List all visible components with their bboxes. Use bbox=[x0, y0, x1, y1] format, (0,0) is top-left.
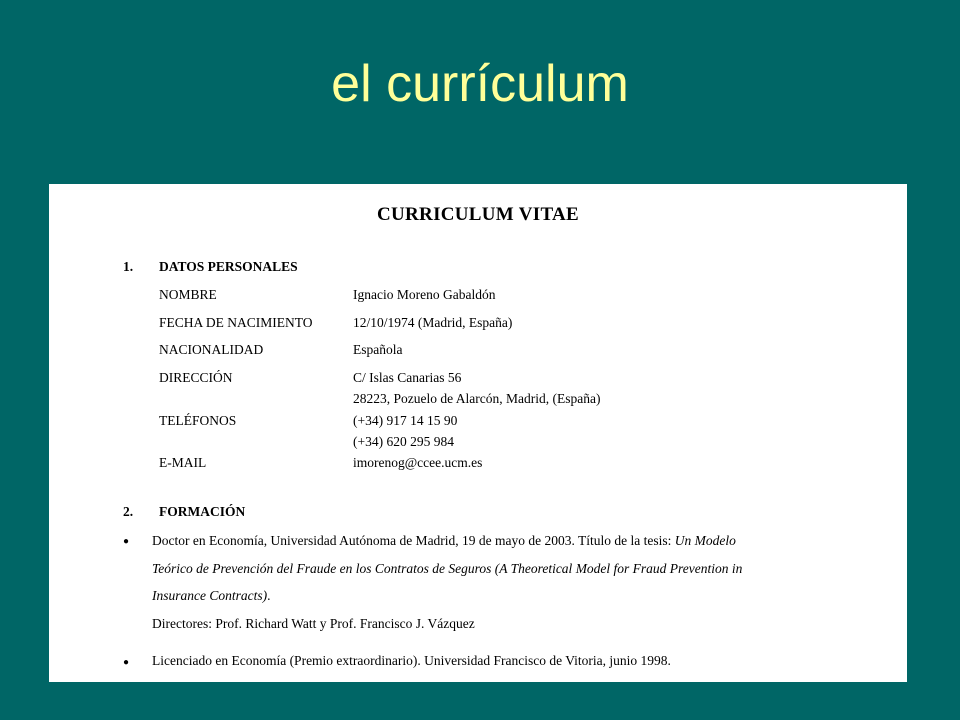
formacion-item-licenciatura: Licenciado en Economía (Premio extraordinario). Universidad Francisco de Vitoria, junio 1998. bbox=[152, 653, 671, 668]
thesis-title-part: Insurance Contracts) bbox=[152, 588, 268, 603]
formacion-item-doctorado bbox=[152, 533, 736, 549]
field-value: 12/10/1974 (Madrid, España) bbox=[353, 315, 513, 330]
section-title: FORMACIÓN bbox=[159, 504, 246, 519]
field-value: 28223, Pozuelo de Alarcón, Madrid, (España) bbox=[353, 391, 601, 406]
field-label: DIRECCIÓN bbox=[159, 370, 233, 385]
bullet-icon: ● bbox=[123, 536, 130, 547]
field-value: C/ Islas Canarias 56 bbox=[353, 370, 462, 385]
field-value: (+34) 620 295 984 bbox=[353, 434, 454, 449]
slide-title: el currículum bbox=[331, 55, 629, 113]
field-value: imorenog@ccee.ucm.es bbox=[353, 455, 483, 470]
section-title: DATOS PERSONALES bbox=[159, 259, 298, 274]
thesis-directors: Directores: Prof. Richard Watt y Prof. Francisco J. Vázquez bbox=[152, 616, 475, 631]
field-label: E-MAIL bbox=[159, 455, 207, 470]
field-label: TELÉFONOS bbox=[159, 413, 237, 428]
item-text: . bbox=[267, 588, 271, 603]
cv-title: CURRICULUM VITAE bbox=[376, 204, 580, 225]
item-text: Doctor en Economía, Universidad Autónoma de Madrid, 19 de mayo de 2003. Título de la tesis: bbox=[152, 533, 675, 548]
thesis-title-line: Teórico de Prevención del Fraude en los Contratos de Seguros (A Theoretical Model for Fraud Prevention in bbox=[152, 561, 743, 576]
thesis-title-part: Un Modelo bbox=[674, 533, 736, 548]
section-number: 2. bbox=[123, 504, 134, 519]
section-number: 1. bbox=[123, 259, 134, 274]
thesis-title-line-end bbox=[152, 588, 271, 604]
field-value: Ignacio Moreno Gabaldón bbox=[353, 287, 496, 302]
field-value: Española bbox=[353, 342, 403, 357]
field-label: FECHA DE NACIMIENTO bbox=[159, 315, 313, 330]
field-label: NOMBRE bbox=[159, 287, 217, 302]
cv-document bbox=[49, 184, 907, 682]
field-label: NACIONALIDAD bbox=[159, 342, 264, 357]
field-value: (+34) 917 14 15 90 bbox=[353, 413, 458, 428]
bullet-icon: ● bbox=[123, 657, 130, 668]
